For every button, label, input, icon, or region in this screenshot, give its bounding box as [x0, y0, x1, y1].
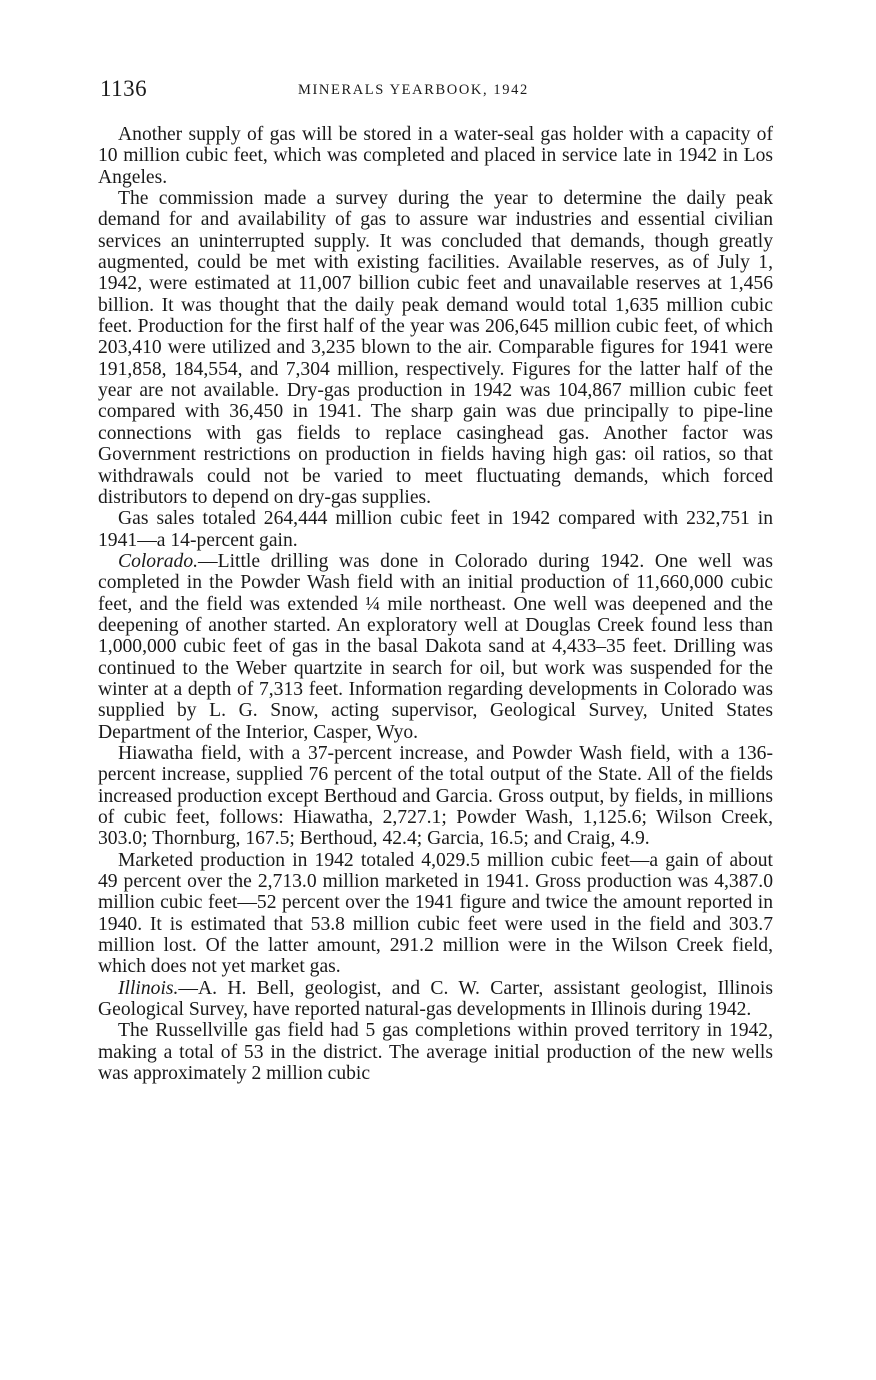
paragraph-colorado — [98, 551, 773, 743]
running-title: MINERALS YEARBOOK, 1942 — [298, 82, 529, 98]
paragraph-text: The commission made a survey during the year to determine the daily peak demand for and availability of gas to assure war industries and essential civilian services an uninterrupted supply. It was concluded that demands, though greatly augmented, could be met with existing facilities. Available reserves, as of July 1, 1942, were estimated at 11,007 billion cubic feet and unavailable reserves at 1,456 billion. It was thought that the daily peak demand would total 1,635 million cubic feet. Production for the first half of the year was 206,645 million cubic feet, of which 203,410 were utilized and 3,235 blown to the air. Comparable figures for 1941 were 191,858, 184,554, and 7,304 million, respectively. Figures for the latter half of the year are not available. Dry-gas production in 1942 was 104,867 million cubic feet compared with 36,450 in 1941. The sharp gain was due principally to pipe-line connections with gas fields to replace casinghead gas. Another factor was Government restrictions on production in fields having high gas: oil ratios, so that withdrawals could not be varied to meet fluctuating demands, which forced distributors to depend on dry-gas supplies. — [98, 188, 773, 508]
paragraph-gas-holder — [98, 124, 773, 188]
section-lead-colorado: Colorado. — [118, 550, 199, 572]
paragraph-text: —Little drilling was done in Colorado during 1942. One well was completed in the Powder Wash field with an initial production of 11,660,000 cubic feet, and the field was extended ¼ mile northeast. One well was deepened and the deepening of another started. An exploratory well at Douglas Creek found less than 1,000,000 cubic feet of gas in the basal Dakota sand at 4,433–35 feet. Drilling was continued to the Weber quartzite in search for oil, but work was suspended for the winter at a depth of 7,313 feet. Information regarding developments in Colorado was supplied by L. G. Snow, acting supervisor, Geological Survey, United States Department of the Interior, Casper, Wyo. — [98, 550, 773, 743]
section-lead-illinois: Illinois. — [118, 977, 179, 999]
paragraph-text: Another supply of gas will be stored in a water-seal gas holder with a capacity of 10 million cubic feet, which was completed and placed in service late in 1942 in Los Angeles. — [98, 124, 773, 188]
paragraph-commission-survey — [98, 188, 773, 508]
paragraph-text: The Russellville gas field had 5 gas completions within proved territory in 1942, making a total of 53 in the district. The average initial production of the new wells was approximately 2 million cubic — [98, 1020, 773, 1085]
paragraph-text: Gas sales totaled 264,444 million cubic feet in 1942 compared with 232,751 in 1941—a 14-percent gain. — [98, 508, 773, 551]
paragraph-text: Hiawatha field, with a 37-percent increase, and Powder Wash field, with a 136-percent increase, supplied 76 percent of the total output of the State. All of the fields increased production except Berthoud and Garcia. Gross output, by fields, in millions of cubic feet, follows: Hiawatha, 2,727.1; Powder Wash, 1,125.6; Wilson Creek, 303.0; Thornburg, 167.5; Berthoud, 42.4; Garcia, 16.5; and Craig, 4.9. — [98, 742, 773, 850]
paragraph-marketed-production — [98, 850, 773, 978]
paragraph-illinois — [98, 978, 773, 1021]
body-text — [98, 124, 773, 1084]
paragraph-gas-sales — [98, 508, 773, 551]
paragraph-hiawatha-field — [98, 743, 773, 850]
page-number: 1136 — [100, 76, 148, 101]
paragraph-russellville — [98, 1020, 773, 1084]
document-page — [98, 72, 773, 1084]
page-header — [98, 72, 773, 106]
paragraph-text: Marketed production in 1942 totaled 4,029.5 million cubic feet—a gain of about 49 percent over the 2,713.0 million marketed in 1941. Gross production was 4,387.0 million cubic feet—52 percent over the 1941 figure and twice the amount reported in 1940. It is estimated that 53.8 million cubic feet were used in the field and 303.7 million lost. Of the latter amount, 291.2 million were in the Wilson Creek field, which does not yet market gas. — [98, 849, 773, 978]
paragraph-text: —A. H. Bell, geologist, and C. W. Carter, assistant geologist, Illinois Geological Survey, have reported natural-gas developments in Illinois during 1942. — [98, 977, 773, 1021]
